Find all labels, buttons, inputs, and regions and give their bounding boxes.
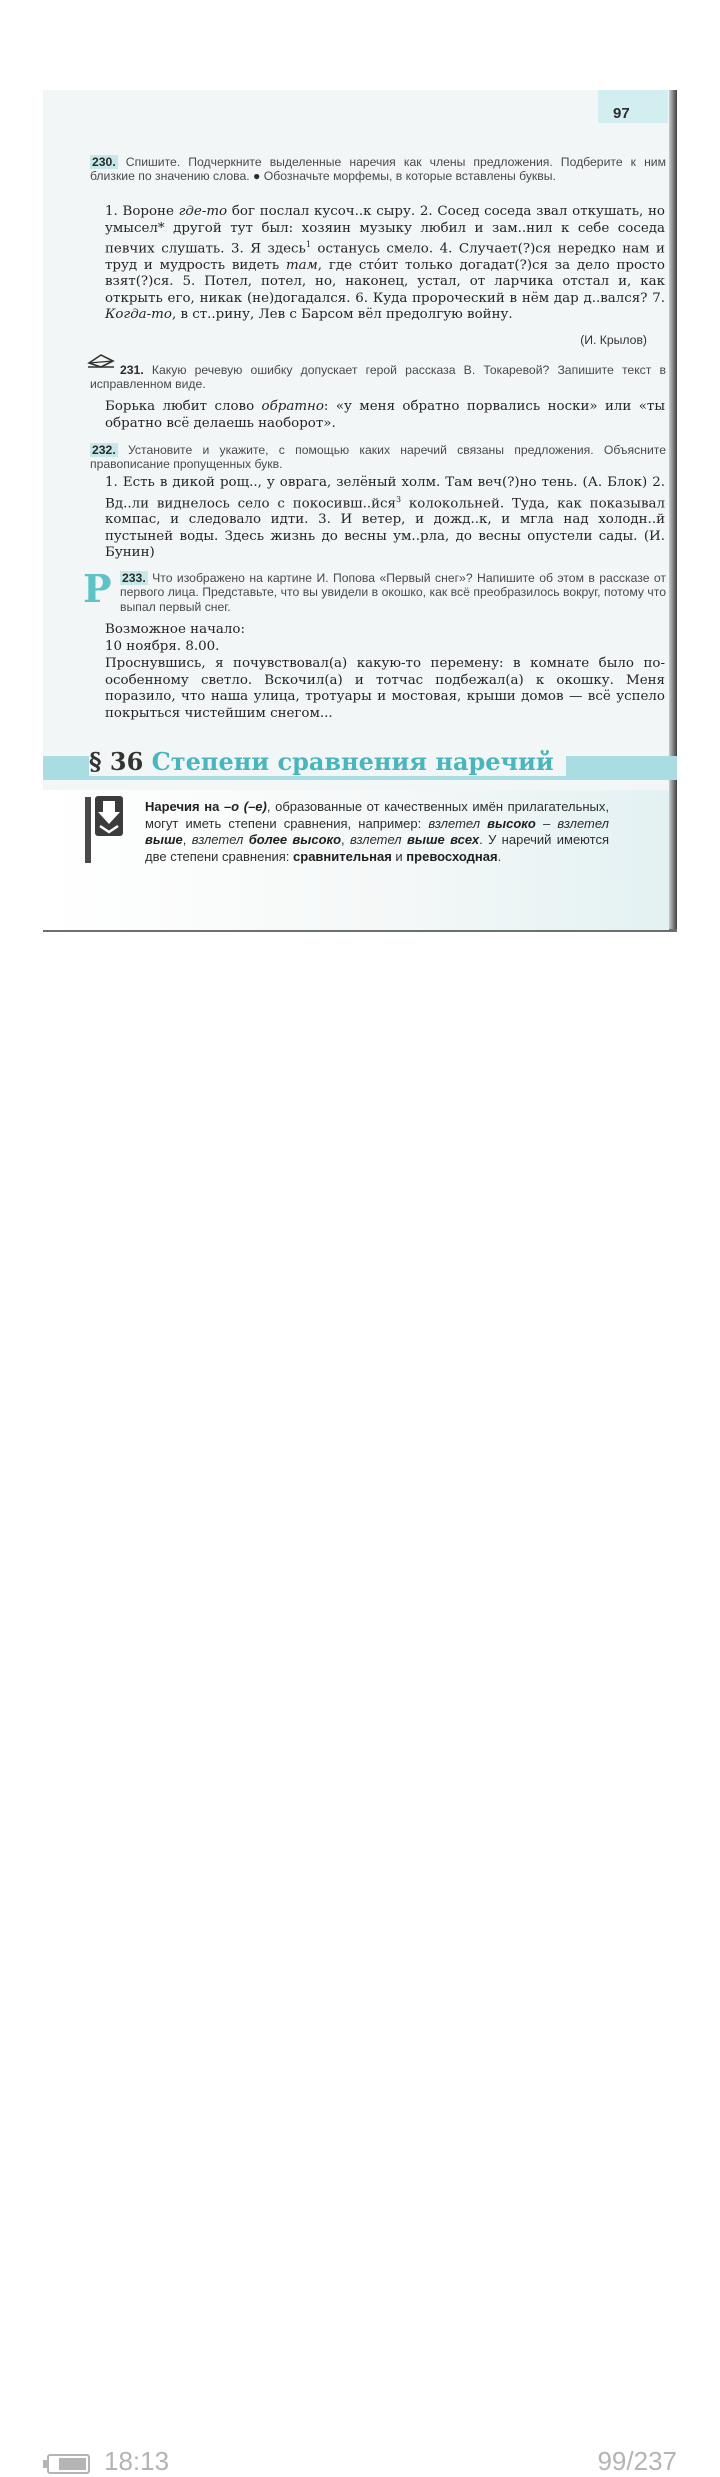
source-krylov: (И. Крылов) [580,333,647,347]
rule-text: Наречия на –о (–е), образованные от качественных имён прилагательных, могут иметь степени сравнения, например: взлетел высоко – взлетел выше, взлетел более высоко, взлетел выше всех. У наречий имеются две степени сравнения: сравнительная и превосходная. [145,799,609,864]
clock: 18:13 [104,2446,170,2476]
section-number: § 36 [89,747,144,776]
page-edge-shadow [669,90,677,932]
section-title [89,747,566,776]
exercise-231-text: Борька любит слово обратно: «у меня обратно порвались носки» или «ты обратно всё делаешь наоборот». [105,399,665,431]
page-counter[interactable]: 99/237 [597,2446,677,2476]
page-number: 97 [613,105,630,122]
exercise-233-task: 233. Что изображено на картине И. Попова «Первый снег»? Напишите об этом в рассказе от первого лица. Представьте, что вы увидели в окошко, как всё преобразилось вокруг, потому что выпал первый снег. [120,571,666,614]
rule-arrow-icon [91,794,127,838]
exercise-231-task: 231. Какую речевую ошибку допускает герой рассказа В. Токаревой? Запишите текст в исправленном виде. [90,363,666,392]
exercise-230-text: 1. Вороне где-то бог послал кусоч..к сыру. 2. Сосед соседа звал откушать, но умысел* другой тут был: хозяин музыку любил и зам..нил к себе соседа певчих слушать. 3. Я здесь$^1$ останусь смело. 4. Случает(?)ся нередко нам и труд и мудрость видеть там, где стóит только догадат(?)ся за дело просто взят(?)ся. 5. Потел, потел, но, наконец, устал, от ларчика отстал и, как открыть его, никак (не)догадался. 6. Куда пророческий в нём дар д..вался? 7. Когда-то, в ст..рину, Лев с Барсом вёл предолгую войну. [105,204,665,323]
exercise-number: 232. [92,443,116,457]
bullet-icon: ● [253,169,261,184]
exercise-232-text: 1. Есть в дикой рощ.., у оврага, зелёный холм. Там веч(?)но тень. (А. Блок) 2. Вд..ли виднелось село с покосивш..йся$^3$ колокольней. Туда, как показывал компас, и следовало идти. 3. И ветер, и дожд..к, и мгла над холодн..й пустыней воды. Здесь жизнь до весны ум..рла, до весны опустели сады. (И. Бунин) [105,475,665,561]
exercise-233-date: 10 ноября. 8.00. [105,639,220,654]
reader-status-bar [0,1218,720,2476]
page-number-band [598,90,668,123]
section-title-text: Степени сравнения наречий [151,747,554,776]
exercise-number: 233. [122,571,146,585]
exercise-233-start-label: Возможное начало: [105,622,245,637]
exercise-232-task: 232. Установите и укажите, с помощью каких наречий связаны предложения. Объясните правописание пропущенных букв. [90,443,666,472]
textbook-page-scan [43,90,677,932]
exercise-230-task: 230. Спишите. Подчеркните выделенные наречия как члены предложения. Подберите к ним близкие по значению слова. ● Обозначьте морфемы, в которые вставлены буквы. [90,155,666,184]
speech-development-mark-icon: Р [83,566,112,611]
battery-icon [43,2454,90,2474]
exercise-number: 230. [92,155,116,169]
exercise-233-text: Проснувшись, я почувствовал(а) какую-то перемену: в комнате было по-особенному светло. Вскочил(а) и тотчас подбежал(а) к окошку. Меня поразило, что наша улица, тротуары и мостовая, крыши домов — всё успело покрыться чистейшим снегом... [105,656,665,721]
